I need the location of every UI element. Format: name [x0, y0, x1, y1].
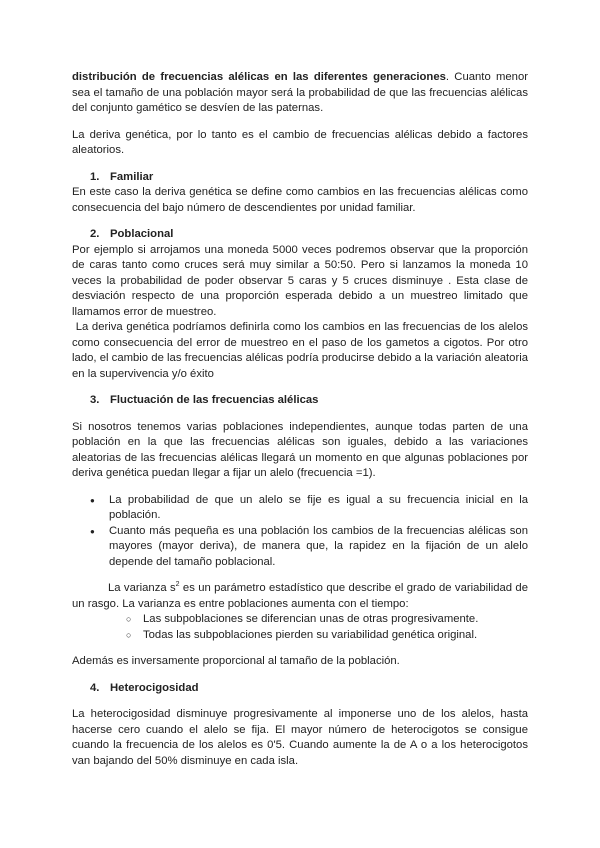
section-heading-fluctuacion: 3. Fluctuación de las frecuencias alélicas [90, 394, 319, 406]
sub-bullet-list [126, 612, 528, 643]
list-item: ● La probabilidad de que un alelo se fije es igual a su frecuencia inicial en la población. [90, 493, 528, 524]
list-item: ○ Todas las subpoblaciones pierden su variabilidad genética original. [126, 628, 528, 644]
section-heading-poblacional: 2. Poblacional [90, 228, 174, 240]
heterocigosidad-paragraph: La heterocigosidad disminuye progresivamente al imponerse uno de los alelos, hasta hacerse cero cuando el alelo se fija. El mayor número de heterocigotos se consigue cuando la frecuencia de los alelos es 0'5. Cuando aumente la de A o a los heterocigotos van bajando del 50% disminuye en cada isla. [72, 708, 528, 767]
deriva-paragraph: La deriva genética, por lo tanto es el cambio de frecuencias alélicas debido a factores aleatorios. [72, 128, 528, 156]
ademas-paragraph: Además es inversamente proporcional al tamaño de la población. [72, 655, 400, 667]
section-heading-heterocigosidad: 4. Heterocigosidad [90, 681, 199, 694]
bullet-list [90, 493, 528, 571]
poblacional-paragraph-2: La deriva genética podríamos definirla como los cambios en las frecuencias de los alelos como consecuencia del error de muestreo en el paso de los gametos a cigotos. Por otro lado, el cambio de las frecuencias alélicas podría producirse debido a la variación aleatoria en la supervivencia y/o éxito [72, 321, 532, 380]
intro-paragraph [72, 70, 528, 117]
section-heading-familiar: 1. Familiar [90, 170, 154, 183]
intro-rest: . Cuanto menor sea el tamaño de una población mayor será la probabilidad de que las frecuencias alélicas del conjunto gamético se desvíen de las paternas. [72, 71, 528, 114]
list-item: ○ Las subpoblaciones se diferencian unas de otras progresivamente. [126, 612, 528, 628]
fluctuacion-paragraph: Si nosotros tenemos varias poblaciones independientes, aunque todas parten de una población en la que las frecuencias alélicas son iguales, debido a las variaciones aleatorias de las frecuencias alélicas llegará un momento en que algunas poblaciones por deriva genética puedan llegar a fijar un alelo (frecuencia =1). [72, 420, 528, 479]
familiar-paragraph: En este caso la deriva genética se define como cambios en las frecuencias alélicas como consecuencia del bajo número de descendientes por unidad familiar. [72, 186, 528, 214]
list-item: ● Cuanto más pequeña es una población los cambios de la frecuencias alélicas son mayores (mayor deriva), de manera que, la rapidez en la fijación de un alelo depende del tamaño poblacional. [90, 524, 528, 571]
poblacional-paragraph-1: Por ejemplo si arrojamos una moneda 5000 veces podremos observar que la proporción de caras tanto como cruces será muy similar a 50:50. Pero si lanzamos la moneda 10 veces la probabilidad de poder observar 5 caras y 5 cruces disminuye . Esta clase de desviación respecto de una proporción esperada debido a un muestreo limitado que llamamos error de muestreo. [72, 243, 528, 318]
varianza-paragraph: La varianza $s^2$ es un parámetro estadístico que describe el grado de variabilidad de un rasgo. La varianza es entre poblaciones aumenta con el tiempo: [72, 581, 528, 610]
intro-bold: distribución de frecuencias alélicas en las diferentes generaciones [72, 71, 446, 83]
